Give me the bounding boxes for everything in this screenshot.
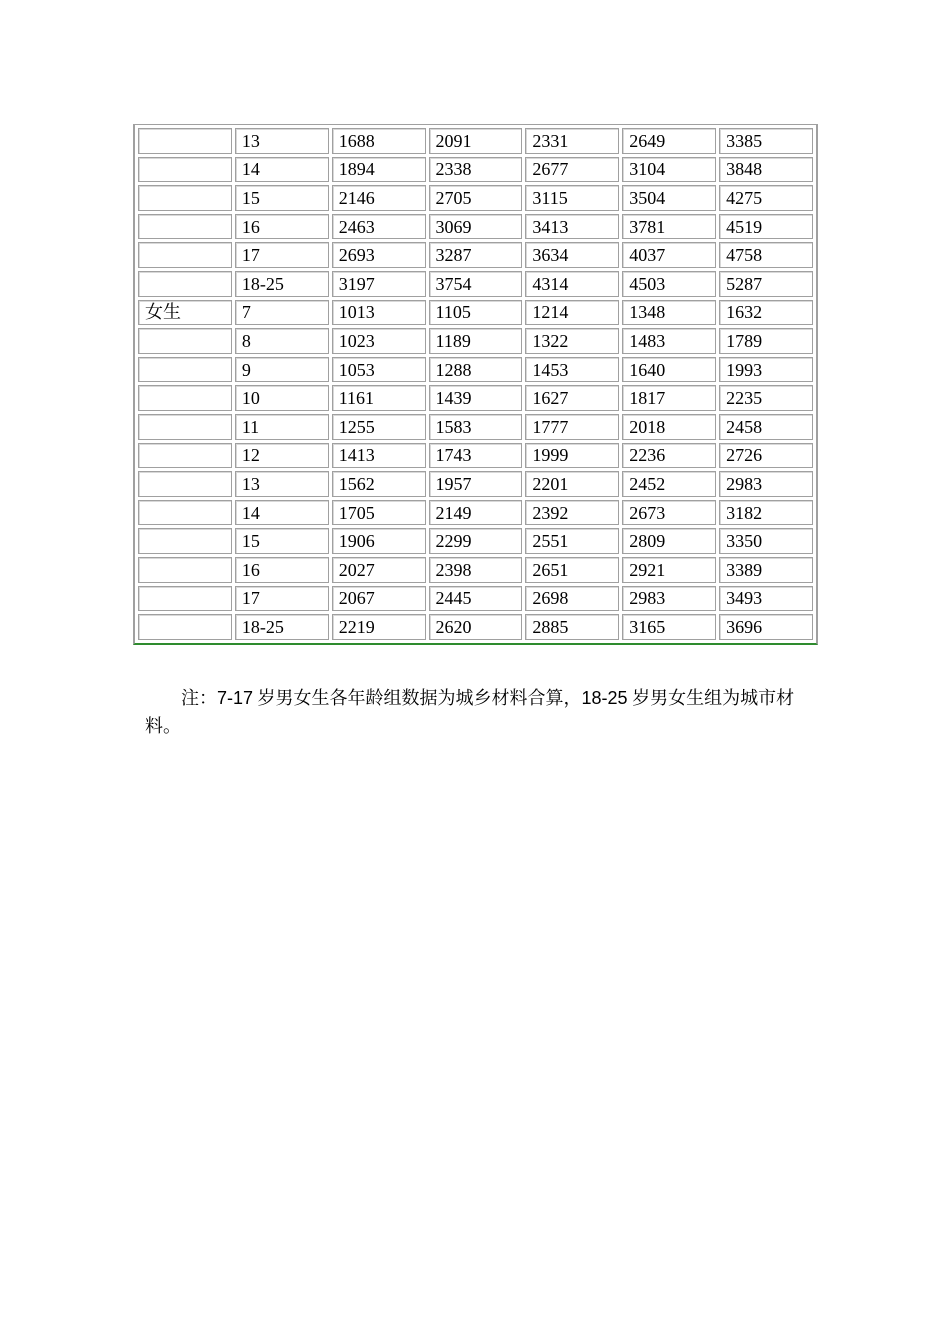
value-cell: 1705 xyxy=(332,500,426,526)
group-cell xyxy=(138,471,232,497)
value-cell: 4503 xyxy=(622,271,716,297)
value-cell: 2458 xyxy=(719,414,813,440)
value-cell: 2983 xyxy=(719,471,813,497)
value-cell: 1817 xyxy=(622,385,716,411)
note-age-range-2: 18-25 xyxy=(581,688,628,708)
age-cell: 12 xyxy=(235,443,329,469)
value-cell: 2299 xyxy=(429,528,523,554)
value-cell: 3287 xyxy=(429,242,523,268)
table-row xyxy=(138,357,813,383)
group-cell xyxy=(138,557,232,583)
value-cell: 1743 xyxy=(429,443,523,469)
group-cell xyxy=(138,500,232,526)
value-cell: 1413 xyxy=(332,443,426,469)
value-cell: 2921 xyxy=(622,557,716,583)
value-cell: 2726 xyxy=(719,443,813,469)
age-cell: 18-25 xyxy=(235,614,329,640)
age-cell: 17 xyxy=(235,242,329,268)
value-cell: 3504 xyxy=(622,185,716,211)
value-cell: 1688 xyxy=(332,128,426,154)
age-cell: 9 xyxy=(235,357,329,383)
value-cell: 4314 xyxy=(525,271,619,297)
value-cell: 1288 xyxy=(429,357,523,383)
value-cell: 2677 xyxy=(525,157,619,183)
table-row xyxy=(138,614,813,640)
table-row xyxy=(138,328,813,354)
age-cell: 17 xyxy=(235,586,329,612)
value-cell: 1013 xyxy=(332,300,426,326)
note-suffix: 岁男女生组为城市材料。 xyxy=(145,688,795,736)
table-row xyxy=(138,443,813,469)
age-cell: 7 xyxy=(235,300,329,326)
value-cell: 3781 xyxy=(622,214,716,240)
age-cell: 15 xyxy=(235,185,329,211)
note-age-range-1: 7-17 xyxy=(217,688,254,708)
value-cell: 3197 xyxy=(332,271,426,297)
note-prefix: 注： xyxy=(181,688,217,708)
value-cell: 3385 xyxy=(719,128,813,154)
group-cell xyxy=(138,443,232,469)
value-cell: 2673 xyxy=(622,500,716,526)
group-cell xyxy=(138,271,232,297)
age-cell: 16 xyxy=(235,214,329,240)
value-cell: 1894 xyxy=(332,157,426,183)
value-cell: 1348 xyxy=(622,300,716,326)
value-cell: 3634 xyxy=(525,242,619,268)
value-cell: 2018 xyxy=(622,414,716,440)
value-cell: 2693 xyxy=(332,242,426,268)
value-cell: 3115 xyxy=(525,185,619,211)
table-footnote xyxy=(145,684,810,740)
group-cell xyxy=(138,614,232,640)
age-cell: 14 xyxy=(235,500,329,526)
value-cell: 1627 xyxy=(525,385,619,411)
value-cell: 2146 xyxy=(332,185,426,211)
age-cell: 18-25 xyxy=(235,271,329,297)
table-row xyxy=(138,528,813,554)
value-cell: 2091 xyxy=(429,128,523,154)
value-cell: 2398 xyxy=(429,557,523,583)
group-cell xyxy=(138,385,232,411)
value-cell: 1439 xyxy=(429,385,523,411)
table-row xyxy=(138,128,813,154)
value-cell: 2149 xyxy=(429,500,523,526)
value-cell: 3413 xyxy=(525,214,619,240)
value-cell: 3389 xyxy=(719,557,813,583)
table-row xyxy=(138,471,813,497)
value-cell: 1053 xyxy=(332,357,426,383)
group-cell: 女生 xyxy=(138,300,232,326)
age-cell: 15 xyxy=(235,528,329,554)
value-cell: 2201 xyxy=(525,471,619,497)
value-cell: 1640 xyxy=(622,357,716,383)
value-cell: 4519 xyxy=(719,214,813,240)
value-cell: 5287 xyxy=(719,271,813,297)
age-cell: 13 xyxy=(235,128,329,154)
group-cell xyxy=(138,586,232,612)
value-cell: 2452 xyxy=(622,471,716,497)
value-cell: 2235 xyxy=(719,385,813,411)
value-cell: 4758 xyxy=(719,242,813,268)
value-cell: 3848 xyxy=(719,157,813,183)
value-cell: 1957 xyxy=(429,471,523,497)
group-cell xyxy=(138,157,232,183)
value-cell: 1189 xyxy=(429,328,523,354)
group-cell xyxy=(138,128,232,154)
value-cell: 1161 xyxy=(332,385,426,411)
value-cell: 2236 xyxy=(622,443,716,469)
table-row xyxy=(138,271,813,297)
table-row xyxy=(138,185,813,211)
value-cell: 4275 xyxy=(719,185,813,211)
value-cell: 1777 xyxy=(525,414,619,440)
value-cell: 3754 xyxy=(429,271,523,297)
value-cell: 3165 xyxy=(622,614,716,640)
group-cell xyxy=(138,185,232,211)
value-cell: 2219 xyxy=(332,614,426,640)
table-row xyxy=(138,157,813,183)
value-cell: 4037 xyxy=(622,242,716,268)
note-middle-text: 岁男女生各年龄组数据为城乡材料合算， xyxy=(253,688,582,708)
value-cell: 2463 xyxy=(332,214,426,240)
value-cell: 1255 xyxy=(332,414,426,440)
value-cell: 1632 xyxy=(719,300,813,326)
age-cell: 14 xyxy=(235,157,329,183)
value-cell: 2338 xyxy=(429,157,523,183)
value-cell: 1214 xyxy=(525,300,619,326)
value-cell: 1906 xyxy=(332,528,426,554)
value-cell: 1562 xyxy=(332,471,426,497)
group-cell xyxy=(138,328,232,354)
value-cell: 2067 xyxy=(332,586,426,612)
value-cell: 1483 xyxy=(622,328,716,354)
value-cell: 1453 xyxy=(525,357,619,383)
table-row xyxy=(138,557,813,583)
age-cell: 13 xyxy=(235,471,329,497)
value-cell: 1322 xyxy=(525,328,619,354)
value-cell: 2392 xyxy=(525,500,619,526)
value-cell: 3350 xyxy=(719,528,813,554)
age-cell: 11 xyxy=(235,414,329,440)
table-row xyxy=(138,300,813,326)
table-row xyxy=(138,500,813,526)
value-cell: 3182 xyxy=(719,500,813,526)
value-cell: 3493 xyxy=(719,586,813,612)
value-cell: 3696 xyxy=(719,614,813,640)
value-cell: 2649 xyxy=(622,128,716,154)
value-cell: 2809 xyxy=(622,528,716,554)
table-row xyxy=(138,414,813,440)
value-cell: 2885 xyxy=(525,614,619,640)
value-cell: 2705 xyxy=(429,185,523,211)
value-cell: 1583 xyxy=(429,414,523,440)
table-row xyxy=(138,385,813,411)
value-cell: 2331 xyxy=(525,128,619,154)
group-cell xyxy=(138,242,232,268)
value-cell: 2983 xyxy=(622,586,716,612)
value-cell: 2445 xyxy=(429,586,523,612)
vital-capacity-table xyxy=(133,124,818,645)
value-cell: 2027 xyxy=(332,557,426,583)
age-cell: 16 xyxy=(235,557,329,583)
value-cell: 1993 xyxy=(719,357,813,383)
table-row xyxy=(138,214,813,240)
value-cell: 3104 xyxy=(622,157,716,183)
table-row xyxy=(138,242,813,268)
value-cell: 2620 xyxy=(429,614,523,640)
value-cell: 1105 xyxy=(429,300,523,326)
age-cell: 10 xyxy=(235,385,329,411)
table-body xyxy=(138,128,813,640)
value-cell: 2551 xyxy=(525,528,619,554)
value-cell: 1023 xyxy=(332,328,426,354)
value-cell: 1789 xyxy=(719,328,813,354)
group-cell xyxy=(138,214,232,240)
value-cell: 3069 xyxy=(429,214,523,240)
group-cell xyxy=(138,414,232,440)
value-cell: 1999 xyxy=(525,443,619,469)
value-cell: 2698 xyxy=(525,586,619,612)
group-cell xyxy=(138,357,232,383)
table-row xyxy=(138,586,813,612)
group-cell xyxy=(138,528,232,554)
age-cell: 8 xyxy=(235,328,329,354)
value-cell: 2651 xyxy=(525,557,619,583)
